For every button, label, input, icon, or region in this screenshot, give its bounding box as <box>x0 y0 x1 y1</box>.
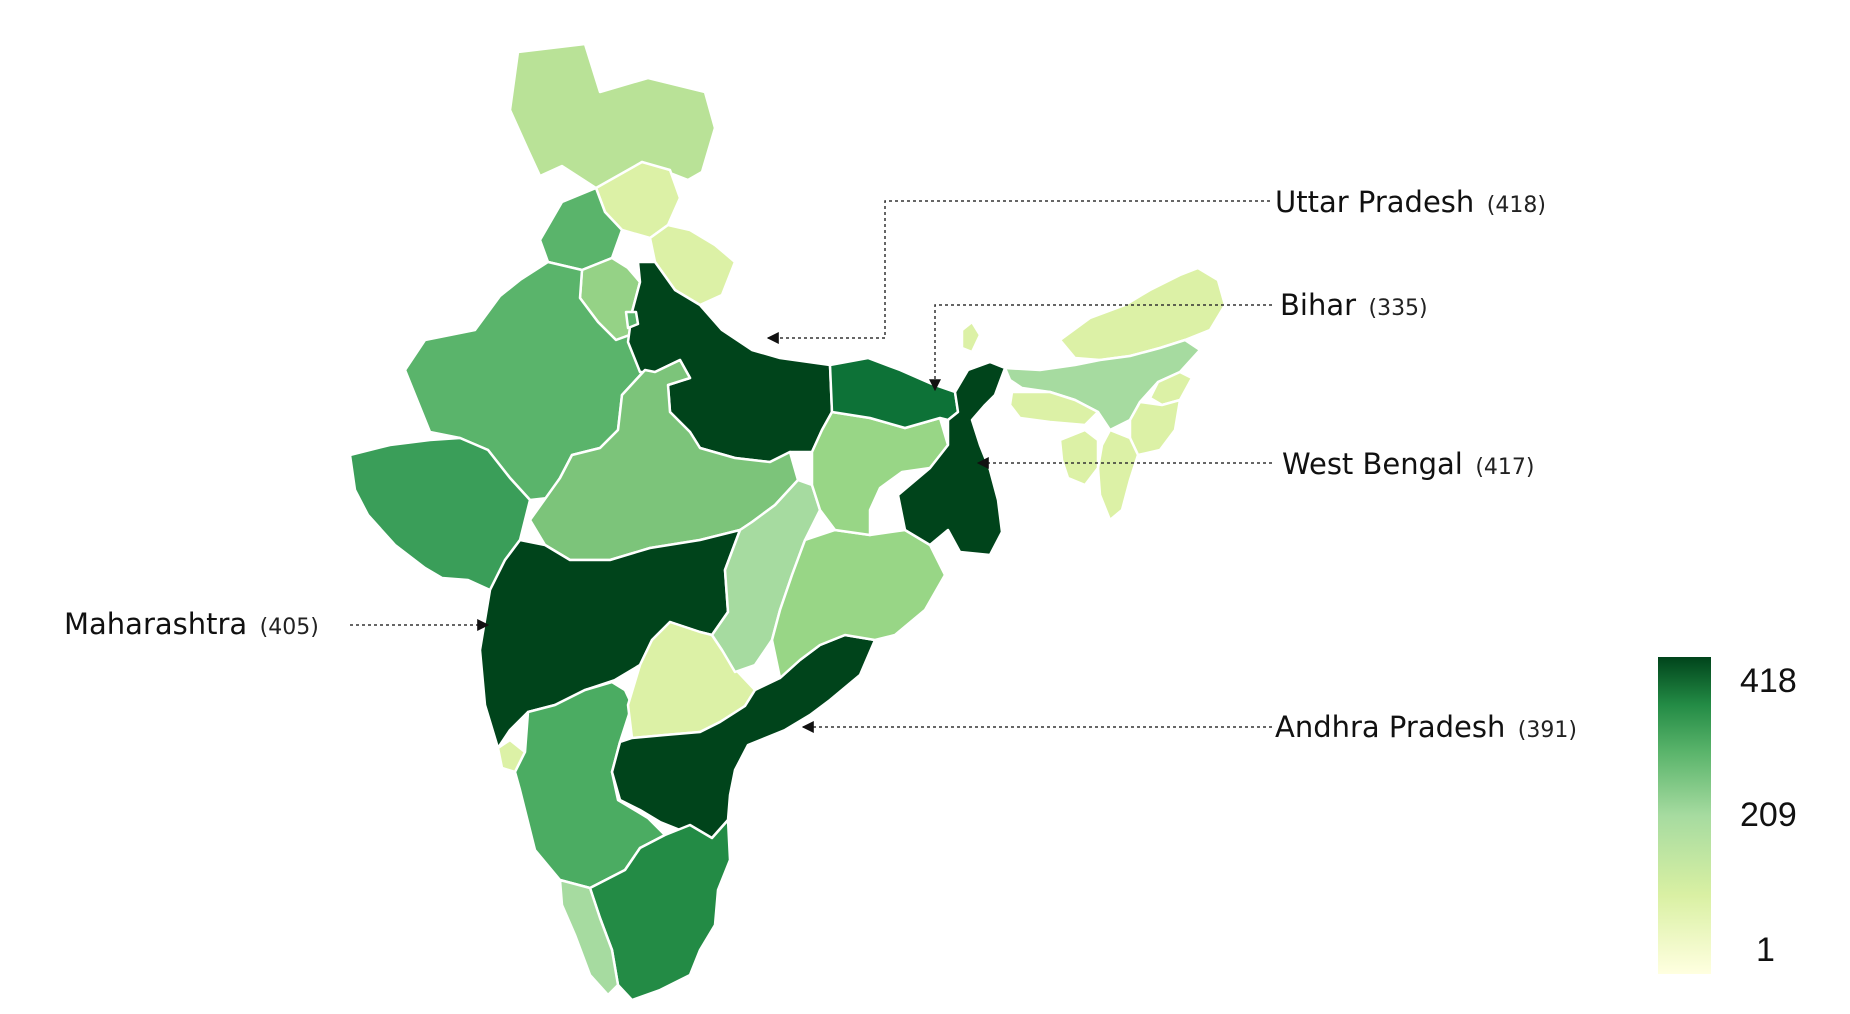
legend-tick-max: 418 <box>1740 662 1797 700</box>
label-andhra-pradesh-value: (391) <box>1517 718 1577 743</box>
label-bihar-name: Bihar <box>1280 288 1357 322</box>
label-west-bengal-name: West Bengal <box>1282 447 1463 481</box>
label-west-bengal <box>1282 447 1535 481</box>
legend-tick-min: 1 <box>1756 931 1775 969</box>
state-mizoram <box>1098 430 1138 520</box>
state-jammu-kashmir <box>510 44 715 188</box>
label-maharashtra <box>64 607 319 641</box>
label-andhra-pradesh-name: Andhra Pradesh <box>1275 710 1506 744</box>
label-uttar-pradesh-name: Uttar Pradesh <box>1275 185 1475 219</box>
state-manipur <box>1130 400 1180 455</box>
label-uttar-pradesh-value: (418) <box>1486 193 1546 218</box>
label-andhra-pradesh <box>1275 710 1577 744</box>
label-uttar-pradesh <box>1275 185 1546 219</box>
label-bihar <box>1280 288 1428 322</box>
label-bihar-value: (335) <box>1368 296 1428 321</box>
label-west-bengal-value: (417) <box>1475 455 1535 480</box>
legend-colorbar <box>1658 657 1711 974</box>
color-legend <box>1658 657 1797 974</box>
state-sikkim <box>962 322 980 352</box>
state-tripura <box>1060 430 1098 485</box>
state-delhi <box>626 312 638 328</box>
label-maharashtra-name: Maharashtra <box>64 607 248 641</box>
label-maharashtra-value: (405) <box>259 615 319 640</box>
state-arunachal-pradesh <box>1060 268 1225 360</box>
legend-tick-mid: 209 <box>1740 796 1797 834</box>
